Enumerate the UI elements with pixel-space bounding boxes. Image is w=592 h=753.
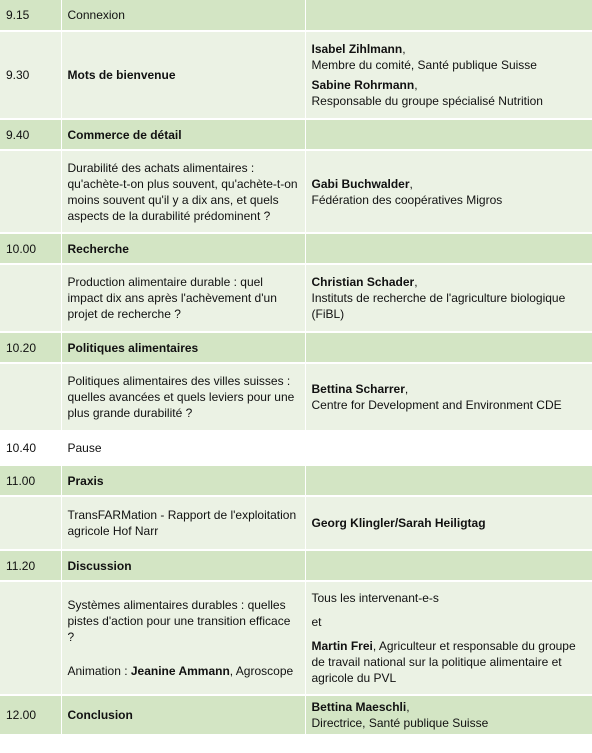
title: Pause: [61, 431, 305, 465]
title: Discussion: [61, 550, 305, 581]
row-politiques: [0, 332, 592, 363]
time: 10.00: [0, 233, 61, 264]
title: Mots de bienvenue: [61, 31, 305, 119]
time: 11.20: [0, 550, 61, 581]
time: 9.40: [0, 119, 61, 150]
speaker-role: Centre for Development and Environment CDE: [311, 398, 562, 412]
speaker-role: Instituts de recherche de l'agriculture biologique (FiBL): [311, 291, 566, 321]
speaker-name: Martin Frei: [311, 639, 373, 653]
speakers: Gabi Buchwalder, Fédération des coopératives Migros: [305, 150, 592, 233]
title: Commerce de détail: [61, 119, 305, 150]
speaker-role: Fédération des coopératives Migros: [311, 192, 503, 207]
title: Conclusion: [61, 695, 305, 735]
speakers: Isabel Zihlmann, Membre du comité, Santé publique Suisse Sabine Rohrmann, Responsable du groupe spécialisé Nutrition: [305, 31, 592, 119]
speaker-name: Isabel Zihlmann: [311, 42, 403, 56]
row-pause: [0, 431, 592, 465]
speakers: Bettina Scharrer, Centre for Development and Environment CDE: [305, 363, 592, 431]
time: 9.30: [0, 31, 61, 119]
row-politiques-detail: [0, 363, 592, 431]
row-recherche: [0, 233, 592, 264]
talk-text: Production alimentaire durable : quel impact dix ans après l'achèvement d'un projet de recherche ?: [61, 264, 305, 332]
speaker-name: Bettina Maeschli: [311, 700, 407, 714]
moderator-name: Jeanine Ammann: [130, 664, 230, 678]
speaker-role: Membre du comité, Santé publique Suisse: [311, 58, 537, 72]
title: Connexion: [61, 0, 305, 31]
talk-text: TransFARMation - Rapport de l'exploitation agricole Hof Narr: [61, 496, 305, 550]
time: 10.20: [0, 332, 61, 363]
speaker-role: Directrice, Santé publique Suisse: [311, 716, 489, 730]
talk-text: Durabilité des achats alimentaires : qu'achète-t-on plus souvent, qu'achète-t-on moins souvent qu'il y a dix ans, et quels aspects de la durabilité prédominent ?: [61, 150, 305, 233]
speakers: Christian Schader, Instituts de recherche de l'agriculture biologique (FiBL): [305, 264, 592, 332]
time: 12.00: [0, 695, 61, 735]
speaker-name: Gabi Buchwalder: [311, 176, 410, 191]
row-recherche-detail: [0, 264, 592, 332]
title: Recherche: [61, 233, 305, 264]
row-discussion: [0, 550, 592, 581]
speaker-name: Georg Klingler/Sarah Heiligtag: [305, 496, 592, 550]
row-discussion-detail: [0, 581, 592, 695]
row-commerce-detail: [0, 150, 592, 233]
row-mots-de-bienvenue: [0, 31, 592, 119]
speaker-name: Sabine Rohrmann: [311, 78, 415, 92]
speakers: Bettina Maeschli, Directrice, Santé publique Suisse: [305, 695, 592, 735]
row-praxis-detail: [0, 496, 592, 550]
row-connexion: [0, 0, 592, 31]
speaker-name: Bettina Scharrer: [311, 382, 405, 396]
row-commerce: [0, 119, 592, 150]
row-conclusion: [0, 695, 592, 735]
row-praxis: [0, 465, 592, 496]
title: Praxis: [61, 465, 305, 496]
time: 9.15: [0, 0, 61, 31]
time: 10.40: [0, 431, 61, 465]
speaker-name: Christian Schader: [311, 275, 415, 289]
moderator: Animation : Jeanine Ammann, Agroscope: [67, 664, 294, 678]
time: 11.00: [0, 465, 61, 496]
talk-text: Systèmes alimentaires durables : quelles pistes d'action pour une transition efficace ? Animation : Jeanine Ammann, Agroscope: [61, 581, 305, 695]
title: Politiques alimentaires: [61, 332, 305, 363]
speaker-role: Responsable du groupe spécialisé Nutrition: [311, 94, 543, 108]
talk-text: Politiques alimentaires des villes suisses : quelles avancées et quels leviers pour une plus grande durabilité ?: [61, 363, 305, 431]
speakers: Tous les intervenant-e-s et Martin Frei, Agriculteur et responsable du groupe de travail national sur la politique alimentaire et agricole du PVL: [305, 581, 592, 695]
